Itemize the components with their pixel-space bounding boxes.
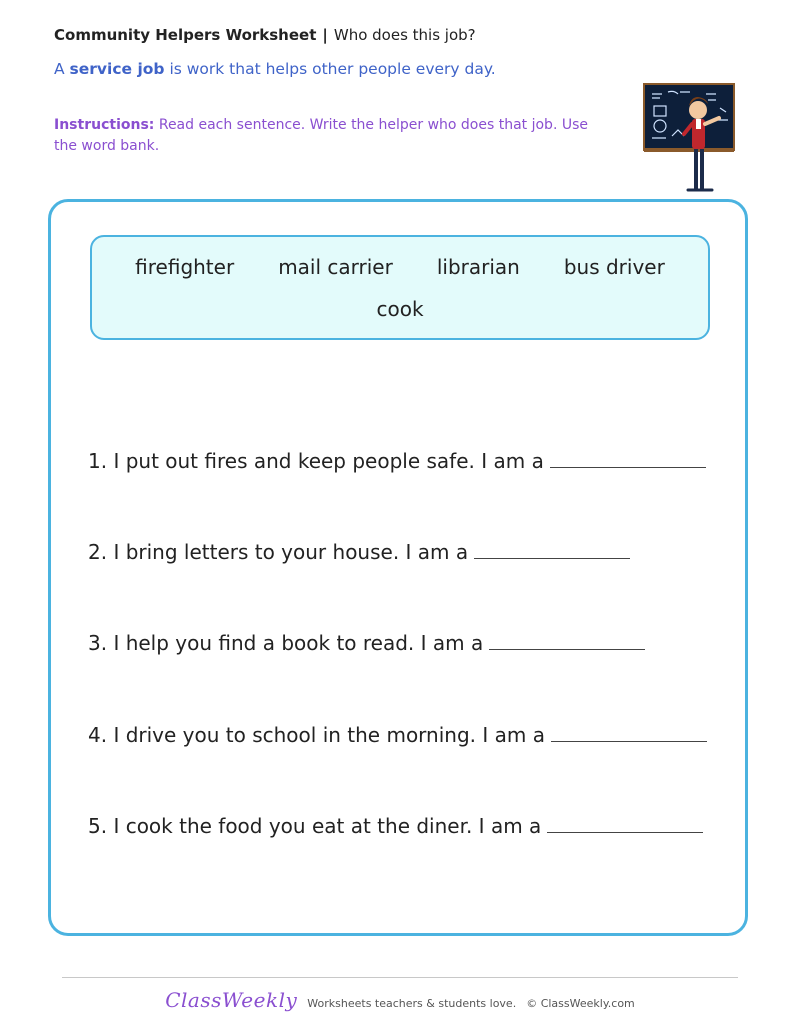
- title-text: Community Helpers Worksheet: [54, 26, 317, 44]
- question-3: [88, 631, 645, 655]
- question-text: 5. I cook the food you eat at the diner. I am a: [88, 814, 542, 838]
- word-bank-item: bus driver: [563, 254, 665, 279]
- answer-blank-2[interactable]: [474, 557, 630, 559]
- title-subtitle: Who does this job?: [333, 26, 476, 44]
- definition-prefix: A: [54, 60, 65, 78]
- word-bank-item: mail carrier: [278, 254, 393, 279]
- question-text: 2. I bring letters to your house. I am a: [88, 540, 469, 564]
- answer-blank-3[interactable]: [489, 648, 645, 650]
- title-separator: |: [322, 26, 328, 44]
- definition-term: service job: [69, 60, 165, 78]
- footer-divider: [62, 977, 738, 978]
- answer-blank-4[interactable]: [551, 740, 707, 742]
- question-text: 3. I help you find a book to read. I am a: [88, 631, 484, 655]
- service-job-definition: [54, 60, 496, 78]
- footer-copyright: © ClassWeekly.com: [526, 997, 635, 1010]
- word-bank: [90, 235, 710, 340]
- question-2: [88, 540, 630, 564]
- question-text: 1. I put out fires and keep people safe. I am a: [88, 449, 544, 473]
- brand-logo: ClassWeekly: [165, 988, 298, 1012]
- word-bank-item: librarian: [436, 254, 520, 279]
- question-4: [88, 723, 707, 747]
- instructions-text: Read each sentence. Write the helper who does that job. Use the word bank.: [54, 117, 588, 154]
- question-1: [88, 449, 706, 473]
- question-5: [88, 814, 703, 838]
- word-bank-item: firefighter: [135, 254, 235, 279]
- instructions: [54, 115, 614, 157]
- word-bank-item: cook: [376, 296, 424, 321]
- teacher-at-chalkboard-illustration: [640, 80, 740, 196]
- question-text: 4. I drive you to school in the morning. I am a: [88, 723, 545, 747]
- footer: [0, 988, 800, 1012]
- definition-rest: is work that helps other people every day.: [169, 60, 496, 78]
- answer-blank-1[interactable]: [550, 466, 706, 468]
- footer-tagline: Worksheets teachers & students love.: [307, 997, 517, 1010]
- worksheet-title: [54, 26, 476, 44]
- instructions-label: Instructions:: [54, 117, 155, 133]
- answer-blank-5[interactable]: [547, 831, 703, 833]
